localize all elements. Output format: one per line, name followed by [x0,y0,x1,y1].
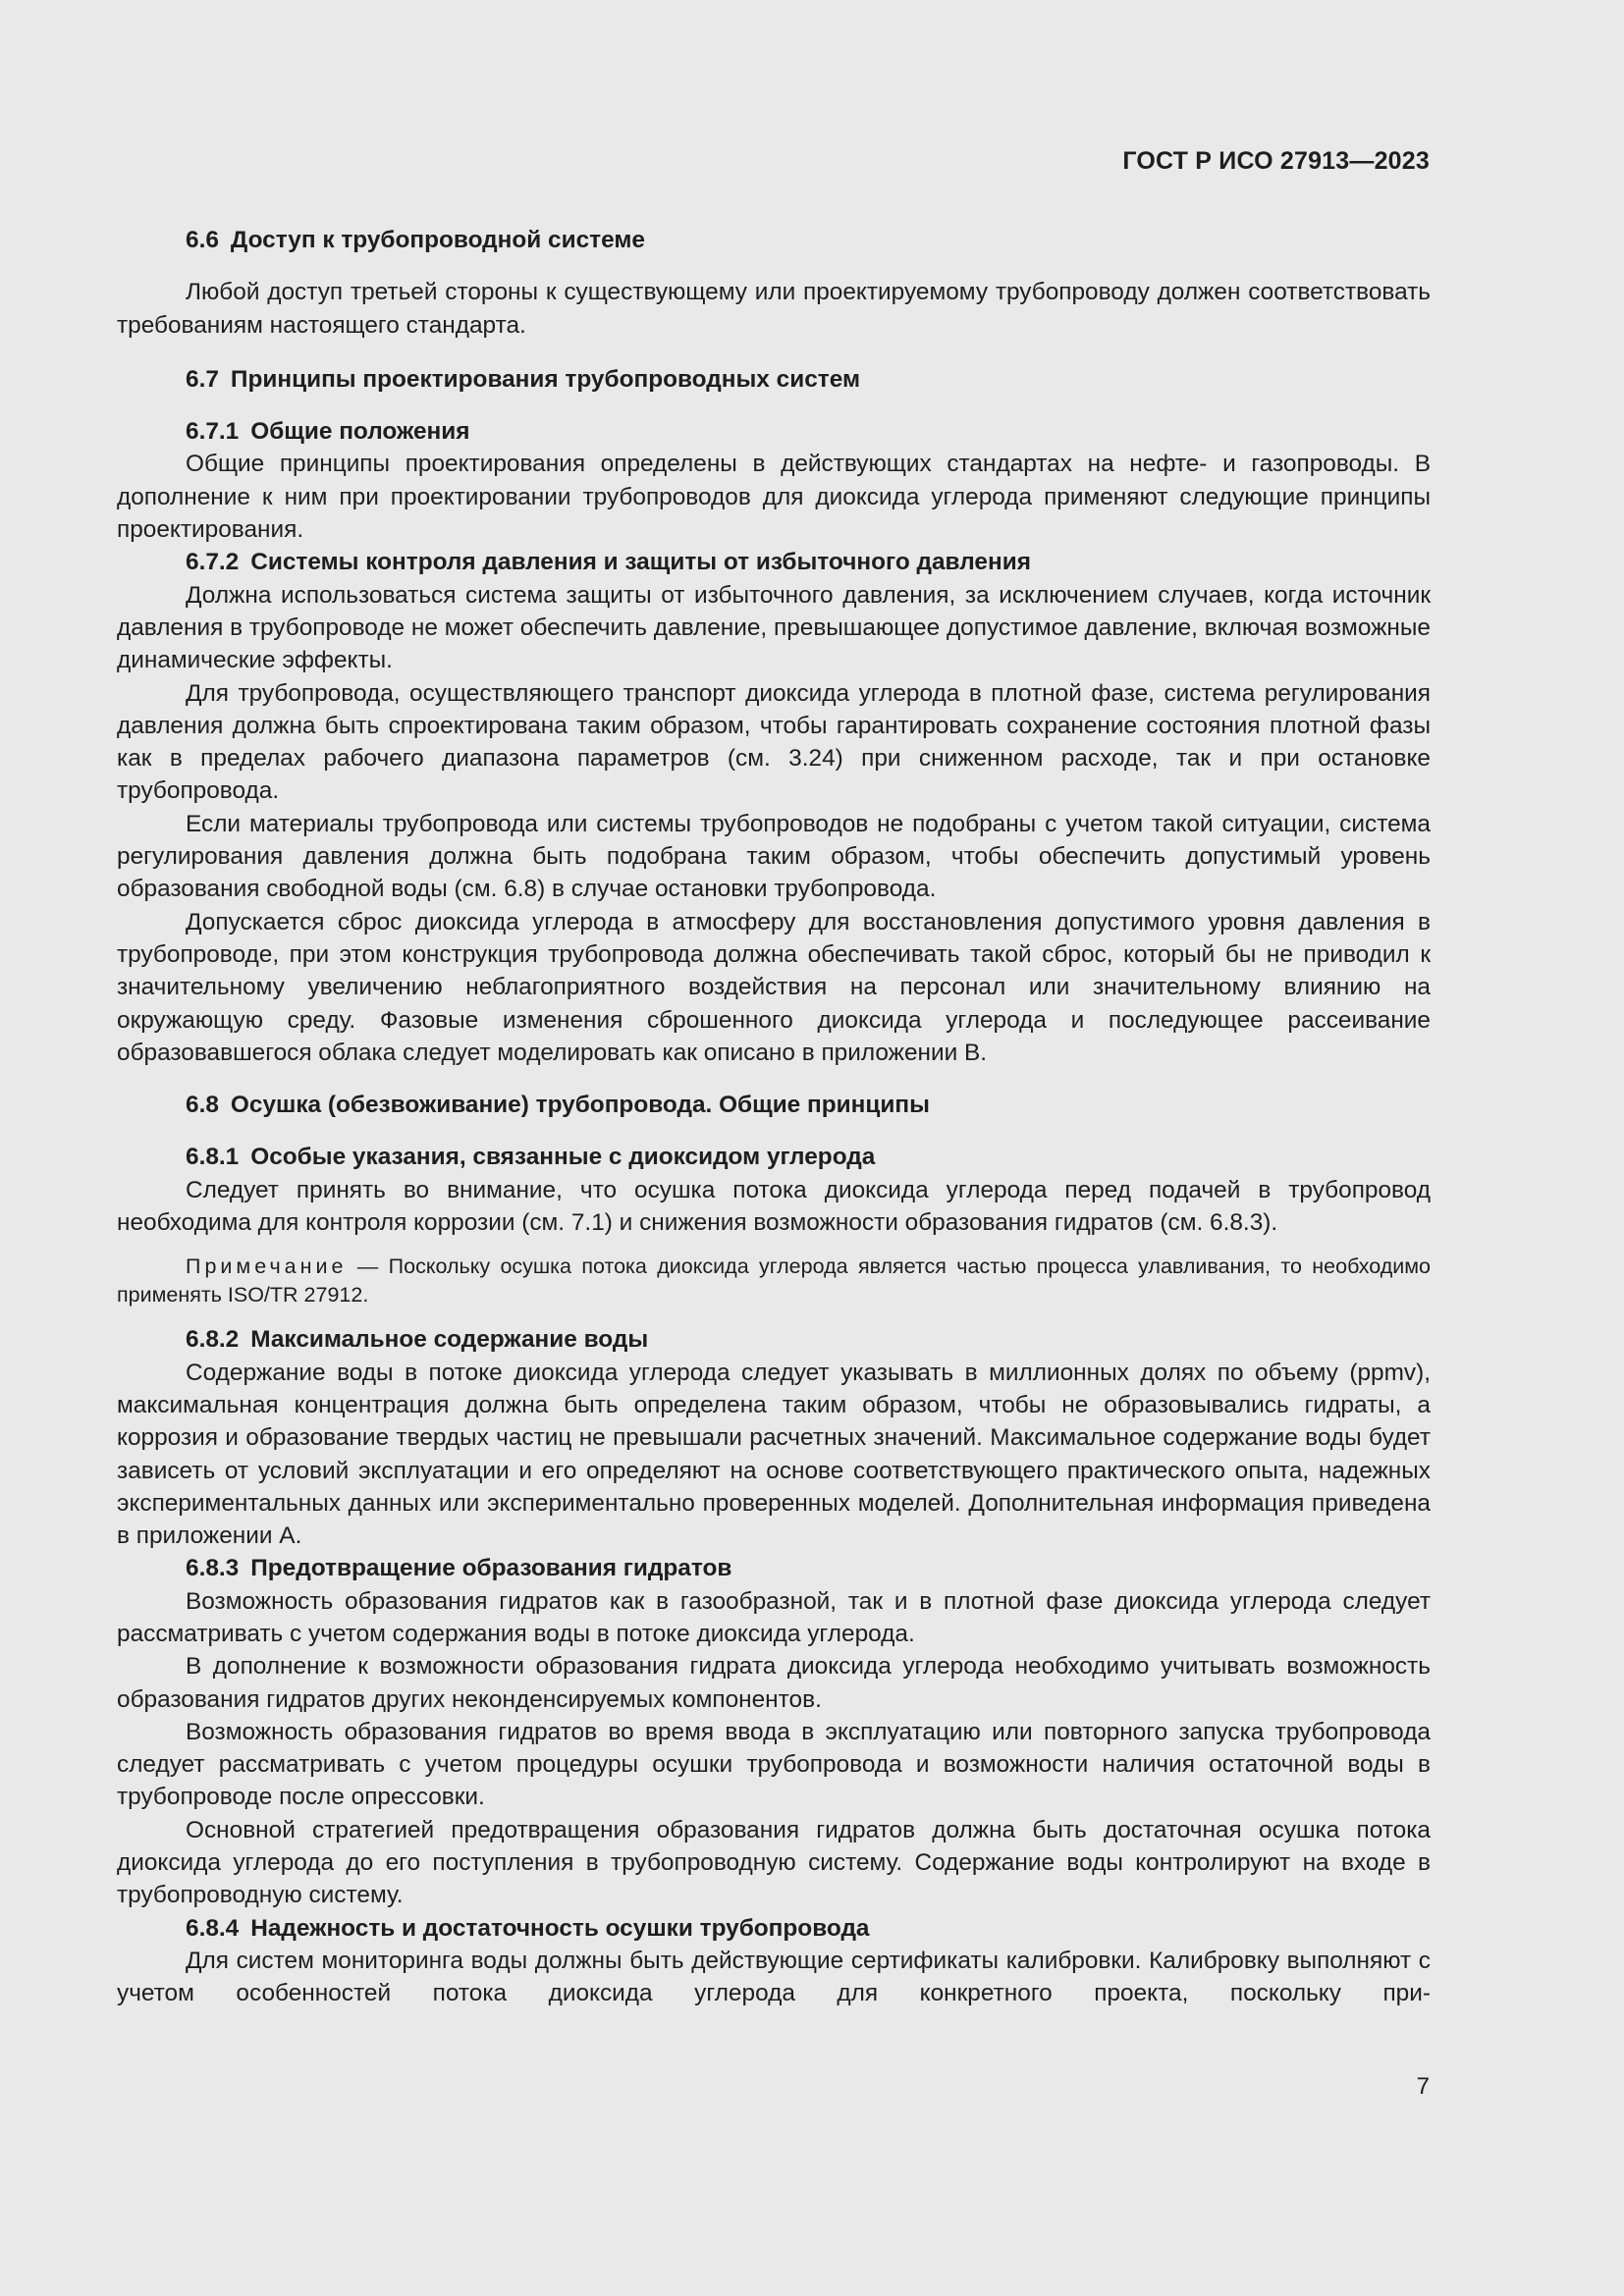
document-body [117,224,1431,2010]
subsection-title: Надежность и достаточность осушки трубопровода [250,1914,870,1942]
subsection-6-8-3-heading [117,1552,1431,1584]
section-title: Осушка (обезвоживание) трубопровода. Общие принципы [230,1092,930,1119]
section-6-8-heading [117,1089,1431,1121]
note-text: — Поскольку осушка потока диоксида углерода является частью процесса улавливания, то необходимо применять ISO/TR 27912. [117,1255,1431,1308]
section-number: 6.7 [186,365,219,393]
section-6-7-heading [117,363,1431,396]
subsection-title: Предотвращение образования гидратов [250,1555,732,1582]
subsection-title: Особые указания, связанные с диоксидом углерода [250,1144,876,1171]
section-number: 6.6 [186,227,219,253]
paragraph: Для трубопровода, осуществляющего транспорт диоксида углерода в плотной фазе, система регулирования давления должна быть спроектирована таким образом, чтобы гарантировать сохранение состояния плотной фазы как в пределах рабочего диапазона параметров (см. 3.24) при сниженном расходе, так и при остановке трубопровода. [117,679,1431,805]
section-title: Принципы проектирования трубопроводных систем [230,365,860,393]
paragraph: Для систем мониторинга воды должны быть действующие сертификаты калибровки. Калибровку выполняют с учетом особенностей потока диоксида углерода для конкретного проекта, поскольку при- [117,1947,1431,2007]
paragraph: Возможность образования гидратов как в газообразной, так и в плотной фазе диоксида углерода следует рассматривать с учетом содержания воды в потоке диоксида углерода. [117,1587,1431,1647]
subsection-title: Общие положения [250,418,470,446]
subsection-6-7-2-heading [117,546,1431,578]
section-6-6-heading [117,224,1431,256]
note-label: Примечание [186,1255,348,1279]
section-title: Доступ к трубопроводной системе [230,227,645,253]
subsection-6-8-2-heading [117,1323,1431,1356]
paragraph: В дополнение к возможности образования гидрата диоксида углерода необходимо учитывать возможность образования гидратов других неконденсируемых компонентов. [117,1653,1431,1713]
section-number: 6.8 [186,1092,219,1119]
paragraph: Если материалы трубопровода или системы трубопроводов не подобраны с учетом такой ситуации, система регулирования давления должна быть подобрана таким образом, чтобы обеспечить допустимый уровень образования свободной воды (см. 6.8) в случае остановки трубопровода. [117,810,1431,903]
subsection-6-8-1-heading [117,1141,1431,1173]
standard-header: ГОСТ Р ИСО 27913—2023 [1122,147,1430,175]
subsection-number: 6.8.2 [186,1326,240,1354]
paragraph: Любой доступ третьей стороны к существующему или проектируемому трубопроводу должен соответствовать требованиям настоящего стандарта. [117,279,1431,339]
subsection-6-8-4-heading [117,1912,1431,1945]
paragraph: Должна использоваться система защиты от избыточного давления, за исключением случаев, когда источник давления в трубопроводе не может обеспечить давление, превышающее допустимое давление, включая возможные динамические эффекты. [117,581,1431,674]
subsection-6-7-1-heading [117,415,1431,448]
subsection-number: 6.7.2 [186,549,240,576]
paragraph: Основной стратегией предотвращения образования гидратов должна быть достаточная осушка потока диоксида углерода до его поступления в трубопроводную систему. Содержание воды контролируют на входе в трубопроводную систему. [117,1816,1431,1909]
subsection-title: Максимальное содержание воды [250,1326,649,1354]
subsection-number: 6.8.3 [186,1555,240,1582]
subsection-title: Системы контроля давления и защиты от избыточного давления [250,549,1031,576]
paragraph: Допускается сброс диоксида углерода в атмосферу для восстановления допустимого уровня давления в трубопроводе, при этом конструкция трубопровода должна обеспечивать такой сброс, который бы не приводил к значительному увеличению неблагоприятного воздействия на персонал или значительному влиянию на окружающую среду. Фазовые изменения сброшенного диоксида углерода и последующее рассеивание образовавшегося облака следует моделировать как описано в приложении В. [117,908,1431,1066]
subsection-number: 6.7.1 [186,418,240,446]
subsection-number: 6.8.1 [186,1144,240,1171]
paragraph: Следует принять во внимание, что осушка потока диоксида углерода перед подачей в трубопровод необходима для контроля коррозии (см. 7.1) и снижения возможности образования гидратов (см. 6.8.3). [117,1176,1431,1237]
paragraph: Содержание воды в потоке диоксида углерода следует указывать в миллионных долях по объему (ppmv), максимальная концентрация должна быть определена таким образом, чтобы не образовывались гидраты, а коррозия и образование твердых частиц не превышали расчетных значений. Максимальное содержание воды будет зависеть от условий эксплуатации и его определяют на основе соответствующего практического опыта, надежных экспериментальных данных или экспериментально проверенных моделей. Дополнительная информация приведена в приложении А. [117,1359,1431,1550]
paragraph: Общие принципы проектирования определены в действующих стандартах на нефте- и газопроводы. В дополнение к ним при проектировании трубопроводов для диоксида углерода применяют следующие принципы проектирования. [117,451,1431,544]
paragraph: Возможность образования гидратов во время ввода в эксплуатацию или повторного запуска трубопровода следует рассматривать с учетом процедуры осушки трубопровода и возможности наличия остаточной воды в трубопроводе после опрессовки. [117,1718,1431,1811]
note [117,1253,1431,1309]
subsection-number: 6.8.4 [186,1914,240,1942]
page-number: 7 [1416,2073,1430,2100]
